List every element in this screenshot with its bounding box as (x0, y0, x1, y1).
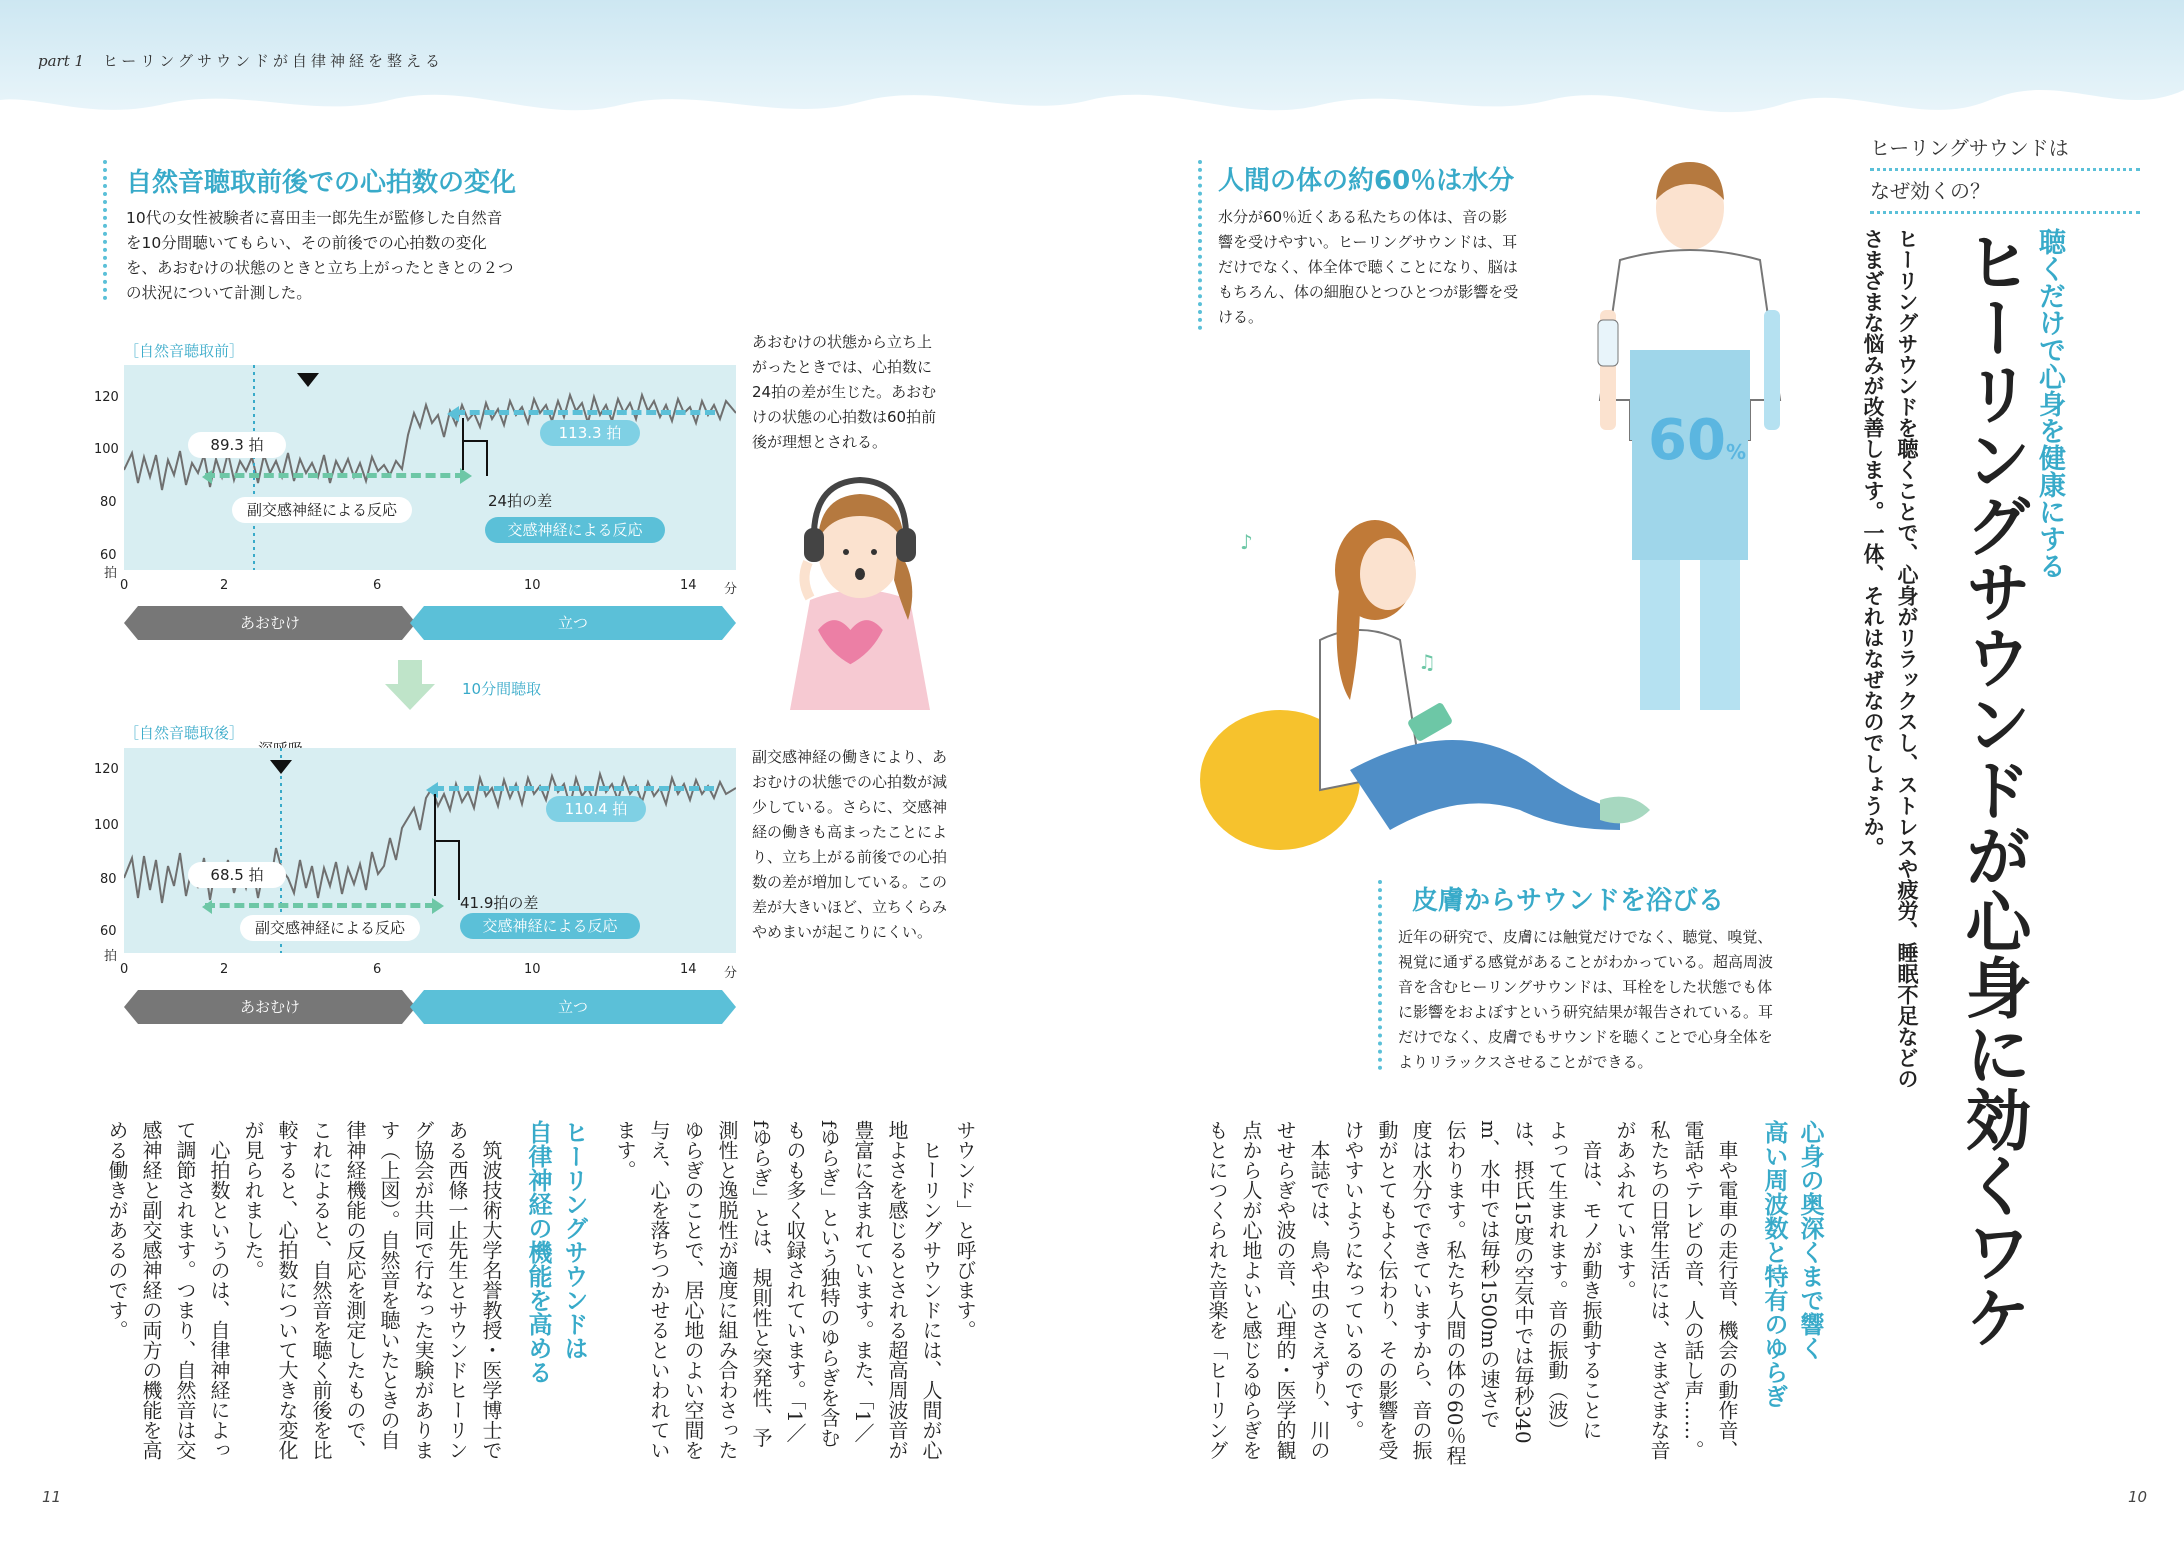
body-line: 地よさを感じるとされる超高周波音が (885, 1120, 909, 1460)
note-line: 副交感神経の働きにより、あ (752, 748, 948, 766)
chart-after-label: ［自然音聴取後］ (124, 724, 245, 742)
body-line: 豊富に含まれています。また、「1／ (851, 1120, 875, 1443)
water-section-marker (1198, 160, 1202, 330)
skin-line: だけでなく、皮膚でもサウンドを聴くことで心身全体を (1398, 1028, 1773, 1046)
body-line: ゆらぎのことで、居心地のよい空間を (681, 1120, 705, 1460)
subhead-line: 心身の奥深くまで響く (1796, 1120, 1824, 1360)
down-arrow-shaft (398, 660, 422, 684)
y-tick: 100 (94, 818, 119, 833)
body-line: 心拍数というのは、自律神経によっ (207, 1120, 231, 1460)
chart-note-top (752, 330, 964, 455)
water-line: 水分が60％近くある私たちの体は、音の影 (1218, 208, 1508, 226)
phase-standing-after: 立つ (424, 990, 722, 1024)
body-line: て調節されます。つまり、自然音は交 (173, 1120, 197, 1460)
arrow-right-icon (432, 898, 444, 914)
right-subhead (1756, 1120, 1828, 1480)
body-line: 電話やテレビの音、人の話し声……。 (1681, 1120, 1705, 1460)
standing-label-after: 交感神経による反応 (460, 913, 640, 939)
page-number-right: 10 (2128, 1488, 2148, 1506)
description-line: の状況について計測した。 (126, 284, 312, 302)
body-line: fゆらぎ」とは、規則性と突発性、予 (749, 1120, 773, 1448)
marker-triangle-icon (297, 373, 319, 387)
note-line: けの状態の心拍数は60拍前 (752, 408, 937, 426)
listen-label: 10分間聴取 (462, 680, 542, 698)
x-tick: 0 (120, 962, 129, 977)
left-body-column-2 (100, 1120, 508, 1500)
description-line: 10代の女性被験者に喜田圭一郎先生が監修した自然音 (126, 209, 503, 227)
water-section-text (1218, 205, 1558, 330)
body-line: fゆらぎ」という独特のゆらぎを含む (817, 1120, 841, 1448)
water-line: だけでなく、体全体で聴くことになり、脳は (1218, 258, 1518, 276)
note-line: やめまいが起こりにくい。 (752, 923, 933, 941)
standing-trend-line (455, 410, 715, 415)
x-tick: 6 (373, 578, 382, 593)
lying-trend-line (205, 903, 435, 908)
arrow-right-icon (460, 468, 472, 484)
body-line: す（上図）。自然音を聴いたときの自 (377, 1120, 401, 1450)
phase-standing-before: 立つ (424, 606, 722, 640)
description-line: を、あおむけの状態のときと立ち上がったときとの２つ (126, 259, 514, 277)
music-note-icon: ♪ (1240, 530, 1253, 554)
difference-bracket (458, 840, 460, 900)
y-tick: 120 (94, 762, 119, 777)
x-tick: 14 (680, 578, 697, 593)
body-line: もとにつくられた音楽を「ヒーリング (1205, 1120, 1229, 1460)
body-line: があふれています。 (1613, 1120, 1637, 1300)
body-line: グ協会が共同で行なった実験がありま (411, 1120, 435, 1460)
y-tick: 80 (100, 872, 117, 887)
body-line: 本誌では、鳥や虫のさえずり、川の (1307, 1120, 1331, 1460)
water-line: もちろん、体の細胞ひとつひとつが影響を受 (1218, 283, 1519, 301)
water-section-title: 人間の体の約60％は水分 (1218, 166, 1515, 196)
value-lying-after: 68.5 拍 (188, 862, 286, 888)
note-line: 経の働きも高まったことによ (752, 823, 948, 841)
arrow-left-icon (410, 990, 424, 1024)
part-label: part 1 (38, 52, 85, 70)
standing-trend-line (434, 786, 714, 791)
x-tick: 2 (220, 962, 229, 977)
body-line: 較すると、心拍数について大きな変化 (275, 1120, 299, 1460)
lying-trend-line (205, 473, 465, 478)
note-line: 数の差が増加している。この (752, 873, 948, 891)
chart-note-bottom (752, 745, 964, 945)
body-line: 動がとてもよく伝わり、その影響を受 (1375, 1120, 1399, 1460)
skin-line: に影響をおよぼすという研究結果が報告されている。耳 (1398, 1003, 1774, 1021)
value-standing-before: 113.3 拍 (540, 420, 640, 446)
percent-60 (1648, 408, 1746, 473)
lead-text (1856, 228, 1924, 1328)
y-tick: 100 (94, 442, 119, 457)
note-line: 差が大きいほど、立ちくらみ (752, 898, 948, 916)
left-body-column-1 (608, 1120, 982, 1500)
body-line: せせらぎや波の音、心理的・医学的観 (1273, 1120, 1297, 1460)
difference-bracket (462, 440, 488, 442)
chart-after-trace (124, 748, 736, 953)
page-number-left: 11 (42, 1488, 62, 1506)
body-line: ます。 (613, 1120, 637, 1180)
x-tick: 14 (680, 962, 697, 977)
body-line: サウンド」と呼びます。 (953, 1120, 977, 1340)
body-line: 伝わります。私たち人間の体の60％程 (1443, 1120, 1467, 1466)
right-body-columns (1200, 1120, 1744, 1500)
body-line: ある西條一止先生とサウンドヒーリン (445, 1120, 469, 1460)
body-line: 測性と逸脱性が適度に組み合わさった (715, 1120, 739, 1460)
body-line: 律神経機能の反応を測定したもので、 (343, 1120, 367, 1460)
woman-relaxing-illustration (1200, 470, 1660, 890)
arrow-left-icon (447, 406, 459, 422)
y-tick: 80 (100, 495, 117, 510)
header-bar (38, 50, 444, 71)
difference-before: 24拍の差 (488, 492, 553, 510)
lying-label-after: 副交感神経による反応 (240, 915, 420, 941)
body-line: める働きがあるのです。 (105, 1120, 129, 1340)
value-standing-after: 110.4 拍 (546, 796, 646, 822)
subhead-line: 高い周波数と特有のゆらぎ (1760, 1120, 1788, 1408)
down-arrow-icon (385, 684, 435, 710)
lying-label-before: 副交感神経による反応 (232, 497, 412, 523)
body-line: は、摂氏15度の空気中では毎秒340 (1511, 1120, 1535, 1444)
percent-unit: % (1725, 440, 1746, 464)
body-line: これによると、自然音を聴く前後を比 (309, 1120, 333, 1460)
body-line: 車や電車の走行音、機会の動作音、 (1715, 1120, 1739, 1460)
chart-before-label: ［自然音聴取前］ (124, 342, 245, 360)
question-box (1870, 128, 2140, 214)
x-tick: 6 (373, 962, 382, 977)
arrow-left-icon (124, 990, 138, 1024)
description-line: を10分間聴いてもらい、その前後での心拍数の変化 (126, 234, 487, 252)
body-line: よって生まれます。音の振動（波） (1545, 1120, 1569, 1440)
body-line: が見られました。 (241, 1120, 265, 1280)
chart-section-marker (103, 160, 107, 300)
skin-section-title: 皮膚からサウンドを浴びる (1412, 886, 1725, 916)
skin-section-marker (1378, 880, 1382, 1070)
lead-line: ヒーリングサウンドを聴くことで、心身がリラックスし、ストレスや疲労、睡眠不足などの (1895, 228, 1919, 1089)
arrow-right-icon (722, 990, 736, 1024)
body-line: 度は水分でできていますから、音の振 (1409, 1120, 1433, 1460)
water-line: 響を受けやすい。ヒーリングサウンドは、耳 (1218, 233, 1518, 251)
percent-value: 60 (1648, 408, 1726, 473)
y-tick: 60 (100, 924, 117, 939)
body-line: 点から人が心地よいと感じるゆらぎを (1239, 1120, 1263, 1460)
note-line: り、立ち上がる前後での心拍 (752, 848, 948, 866)
body-line: ものも多く収録されています。「1／ (783, 1120, 807, 1443)
skin-line: 近年の研究で、皮膚には触覚だけでなく、聴覚、嗅覚、 (1398, 928, 1773, 946)
difference-bracket (434, 840, 460, 842)
y-tick: 60 (100, 548, 117, 563)
difference-bracket (462, 418, 464, 470)
kicker: 聴くだけで心身を健康にする (2034, 228, 2065, 579)
arrow-left-icon (426, 782, 438, 798)
x-tick: 10 (524, 578, 541, 593)
arrow-left-icon (410, 606, 424, 640)
music-note-icon: ♫ (1418, 650, 1436, 674)
question-line: なぜ効くの？ (1870, 171, 2140, 214)
girl-headphones-illustration (770, 470, 950, 720)
lead-line: さまざまな悩みが改善します。一体、それはなぜなのでしょうか。 (1861, 228, 1885, 858)
skin-line: 音を含むヒーリングサウンドは、耳栓をした状態でも体 (1398, 978, 1773, 996)
header-title: ヒーリングサウンドが自律神経を整える (102, 52, 444, 70)
subhead-line: 自律神経の機能を高める (524, 1120, 552, 1384)
subhead-line: ヒーリングサウンドは (560, 1120, 588, 1360)
skin-line: よりリラックスさせることができる。 (1398, 1053, 1653, 1071)
body-line: 与え、心を落ちつかせるといわれてい (647, 1120, 671, 1460)
phase-lying-before: あおむけ (138, 606, 402, 640)
note-line: がったときでは、心拍数に (752, 358, 933, 376)
difference-bracket (434, 794, 436, 896)
marker-triangle-icon (270, 760, 292, 774)
note-line: あおむけの状態から立ち上 (752, 333, 933, 351)
difference-after: 41.9拍の差 (460, 894, 539, 912)
phase-lying-after: あおむけ (138, 990, 402, 1024)
note-line: 少している。さらに、交感神 (752, 798, 948, 816)
question-line: ヒーリングサウンドは (1870, 128, 2140, 171)
chart-section-description (126, 206, 566, 306)
skin-section-text (1398, 925, 1828, 1075)
chart-section-title: 自然音聴取前後での心拍数の変化 (126, 168, 517, 198)
standing-label-before: 交感神経による反応 (485, 517, 665, 543)
arrow-right-icon (722, 606, 736, 640)
note-line: おむけの状態での心拍数が減 (752, 773, 948, 791)
note-line: 後が理想とされる。 (752, 433, 888, 451)
x-tick: 0 (120, 578, 129, 593)
value-lying-before: 89.3 拍 (188, 432, 286, 458)
water-line: ける。 (1218, 308, 1264, 326)
y-tick: 120 (94, 390, 119, 405)
body-line: 感神経と副交感神経の両方の機能を高 (139, 1120, 163, 1460)
x-tick: 10 (524, 962, 541, 977)
body-line: 私たちの日常生活には、さまざまな音 (1647, 1120, 1671, 1460)
left-subhead (520, 1120, 592, 1500)
body-line: m、水中では毎秒1500mの速さで (1477, 1120, 1501, 1429)
y-unit: 拍 (104, 566, 118, 581)
main-title: ヒーリングサウンドが心身に効くワケ (1954, 228, 2032, 1350)
body-line: 筑波技術大学名誉教授・医学博士で (479, 1120, 503, 1460)
arrow-left-icon (124, 606, 138, 640)
arrow-left-icon (202, 900, 212, 914)
body-line: 音は、モノが動き振動することに (1579, 1120, 1603, 1440)
body-line: けやすいようになっているのです。 (1341, 1120, 1365, 1440)
note-line: 24拍の差が生じた。あおむ (752, 383, 937, 401)
skin-line: 視覚に通ずる感覚があることがわかっている。超高周波 (1398, 953, 1774, 971)
difference-bracket (486, 440, 488, 476)
x-unit: 分 (724, 966, 738, 981)
y-unit: 拍 (104, 949, 118, 964)
arrow-left-icon (202, 470, 212, 484)
x-unit: 分 (724, 582, 738, 597)
body-line: ヒーリングサウンドには、人間が心 (919, 1120, 943, 1460)
x-tick: 2 (220, 578, 229, 593)
